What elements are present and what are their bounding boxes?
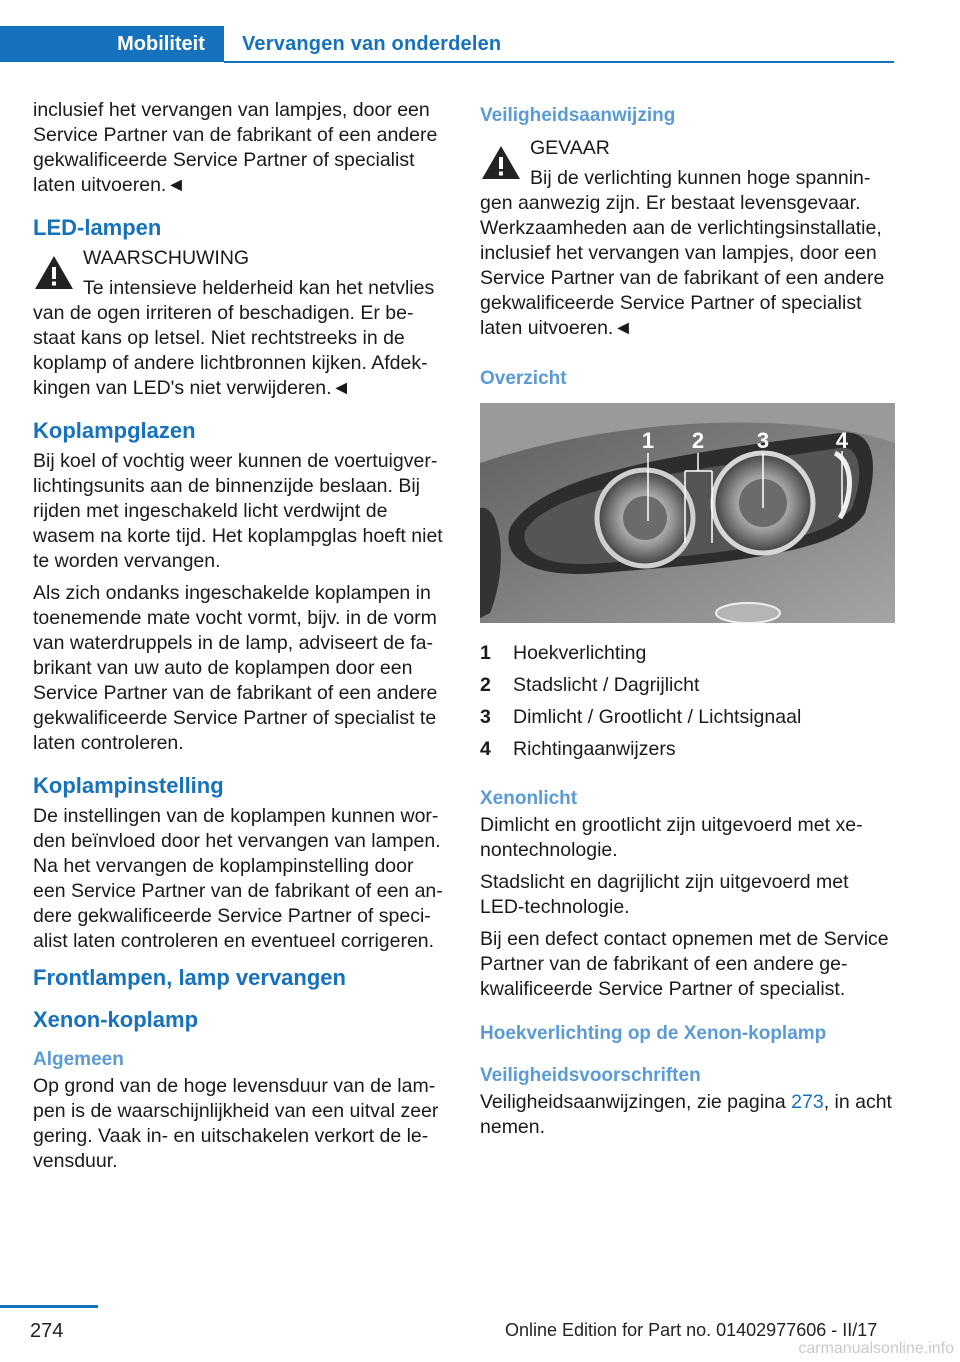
intro-paragraph: inclusief het vervangen van lampjes, door een Service Partner van de fabrikant of een andere gekwalificeerde Service Partner of specialist laten uitvoeren.◄	[33, 99, 438, 196]
led-heading: LED-lampen	[33, 215, 162, 240]
watermark: carmanualsonline.info	[798, 1340, 954, 1357]
general-heading: Algemeen	[33, 1049, 124, 1070]
danger-triangle-icon	[480, 144, 522, 182]
header-rule	[224, 61, 894, 63]
header-accent-bar	[0, 26, 98, 62]
left-column	[33, 98, 448, 1181]
safety-heading: Veiligheidsaanwijzing	[480, 105, 676, 126]
led-warning	[33, 246, 448, 401]
glass-heading: Koplampglazen	[33, 418, 196, 443]
danger-text: Bij de verlichting kunnen hoge spanningen aanwezig zijn. Er bestaat levensgevaar. Werkzaamheden aan de verlichtingsinstallatie, inclusief het vervangen van lampjes, door een Service Partner van de fabrikant of een andere gekwalificeerde Service Partner of specialist laten uitvoeren.◄	[480, 167, 885, 339]
adjust-heading: Koplampinstelling	[33, 773, 224, 798]
danger-label: GEVAAR	[530, 137, 610, 159]
list-item: 3 Dimlicht / Grootlicht / Lichtsignaal	[480, 706, 802, 728]
list-item: 4 Richtingaanwijzers	[480, 738, 676, 760]
safety-rules-paragraph: Veiligheidsaanwijzingen, zie pagina 273, in acht nemen.	[480, 1091, 892, 1138]
figure-callout-3: 3	[756, 428, 770, 453]
footer-rule	[0, 1305, 98, 1308]
edition-note: Online Edition for Part no. 01402977606 - II/17	[505, 1320, 878, 1340]
warning-triangle-icon	[33, 254, 75, 292]
warning-text: Te intensieve helderheid kan het netvlies van de ogen irriteren of beschadigen. Er bestaat kans op letsel. Niet rechtstreeks in de koplamp of andere lichtbronnen kijken. Afdekkingen van LED's niet verwijderen.◄	[33, 277, 435, 399]
xenon-heading: Xenon-koplamp	[33, 1007, 199, 1032]
figure-callout-4: 4	[835, 428, 849, 453]
xenon-paragraph-1: Dimlicht en grootlicht zijn uitgevoerd met xenontechnologie.	[480, 814, 863, 861]
xenon-paragraph-3: Bij een defect contact opnemen met de Service Partner van de fabrikant of een andere gekwalificeerde Service Partner of specialist.	[480, 928, 889, 1000]
safety-rules-heading: Veiligheidsvoorschriften	[480, 1065, 701, 1086]
corner-light-heading: Hoekverlichting op de Xenon-koplamp	[480, 1023, 827, 1044]
right-column	[480, 98, 895, 1147]
page-number: 274	[30, 1320, 64, 1342]
legend-list	[480, 637, 895, 765]
chapter-tab[interactable]: Mobiliteit	[98, 26, 224, 62]
glass-paragraph-2: Als zich ondanks ingeschakelde koplampen in toenemende mate vocht vormt, bijv. in de vorm van waterdruppels in de lamp, adviseert de fabrikant van uw auto de koplampen door een Service Partner van de fabrikant of een andere gekwalificeerde Service Partner of specialist te laten controleren.	[33, 582, 438, 754]
section-title[interactable]: Vervangen van onderdelen	[242, 33, 502, 55]
page-link[interactable]: 273	[791, 1091, 824, 1113]
danger-warning	[480, 136, 895, 341]
figure-callout-1: 1	[641, 428, 655, 453]
front-lamps-heading: Frontlampen, lamp vervangen	[33, 965, 346, 990]
headlight-figure	[480, 403, 895, 623]
adjust-paragraph: De instellingen van de koplampen kunnen worden beïnvloed door het vervangen van lampen. Na het vervangen de koplampinstelling door een Service Partner van de fabrikant of een andere gekwalificeerde Service Partner of specialist laten controleren en eventueel corrigeren.	[33, 805, 443, 952]
list-item: 2 Stadslicht / Dagrijlicht	[480, 674, 700, 696]
list-item: 1 Hoekverlichting	[480, 642, 647, 664]
warning-label: WAARSCHUWING	[83, 247, 250, 269]
figure-callout-2: 2	[691, 428, 705, 453]
xenonlicht-heading: Xenonlicht	[480, 788, 578, 809]
xenon-paragraph-2: Stadslicht en dagrijlicht zijn uitgevoerd met LED-technologie.	[480, 871, 849, 918]
overview-heading: Overzicht	[480, 368, 567, 389]
page-header	[0, 0, 960, 64]
glass-paragraph-1: Bij koel of vochtig weer kunnen de voertuigverlichtingsunits aan de binnenzijde beslaan. Bij rijden met ingeschakeld licht verdwijnt de wasem na korte tijd. Het koplampglas hoeft niet te worden vervangen.	[33, 450, 443, 572]
general-paragraph: Op grond van de hoge levensduur van de lampen is de waarschijnlijkheid van een uitval zeer gering. Vaak in- en uitschakelen verkort de levensduur.	[33, 1075, 439, 1172]
